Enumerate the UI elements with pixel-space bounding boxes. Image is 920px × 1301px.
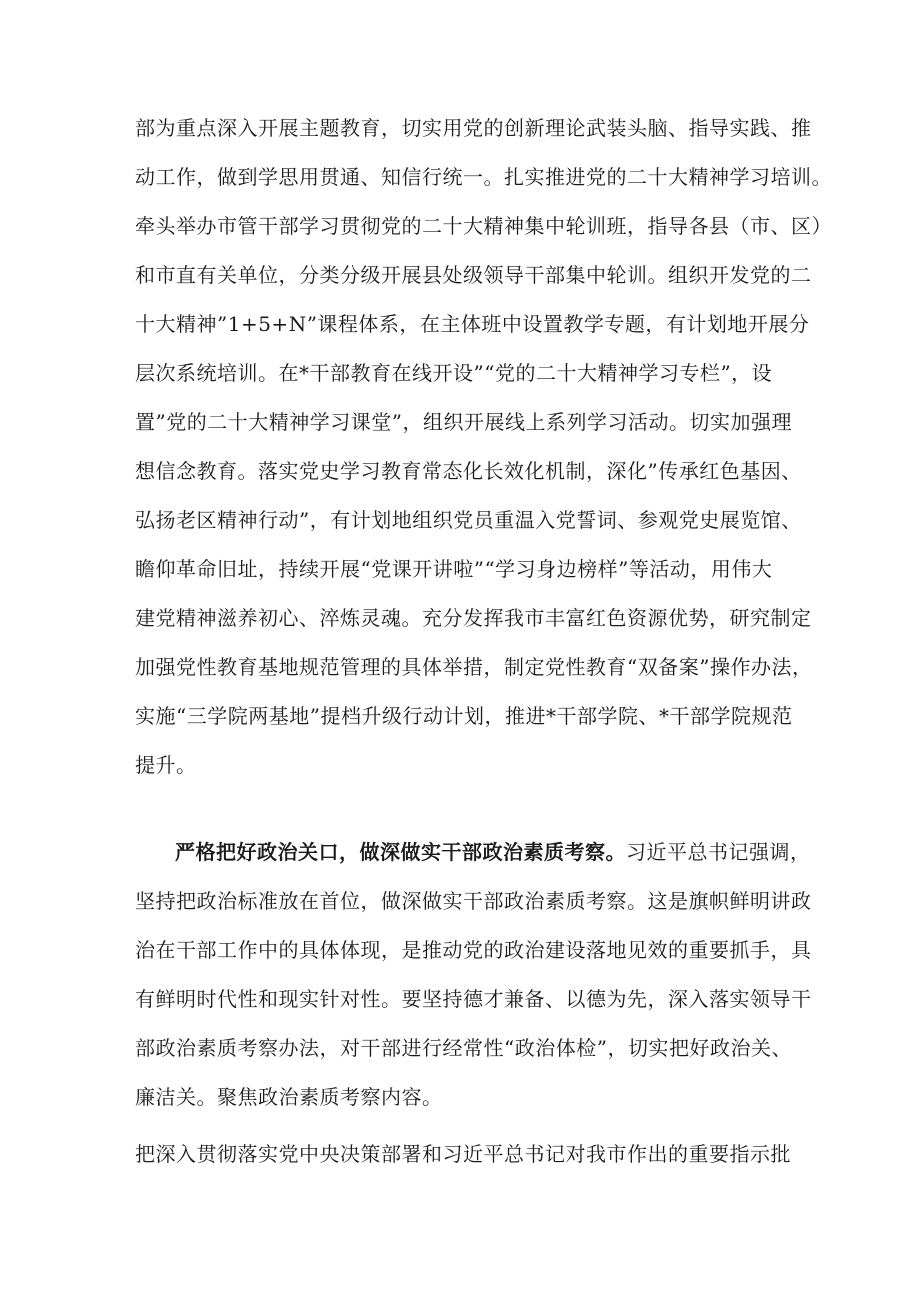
paragraph-2-line-6: 廉洁关。聚焦政治素质考察内容。 (135, 1085, 443, 1109)
paragraph-1-line-6: 层次系统培训。在*干部教育在线开设”“党的二十大精神学习专栏”，设 (135, 361, 773, 385)
paragraph-3-line-1: 把深入贯彻落实党中央决策部署和习近平总书记对我市作出的重要指示批 (135, 1142, 791, 1166)
paragraph-2-line-2: 坚持把政治标准放在首位，做深做实干部政治素质考察。这是旗帜鲜明讲政 (135, 889, 812, 913)
paragraph-2-heading: 严格把好政治关口，做深做实干部政治素质考察。 (175, 840, 626, 864)
paragraph-1-line-9: 弘扬老区精神行动”，有计划地组织党员重温入党誓词、参观党史展览馆、 (135, 508, 802, 532)
paragraph-2-line-3: 治在干部工作中的具体体现，是推动党的政治建设落地见效的重要抓手，具 (135, 938, 812, 962)
paragraph-2-first-line (175, 838, 811, 866)
paragraph-1-line-11: 建党精神滋养初心、淬炼灵魂。充分发挥我市丰富红色资源优势，研究制定 (135, 606, 812, 630)
paragraph-2-line-4: 有鲜明时代性和现实针对性。要坚持德才兼备、以德为先，深入落实领导干 (135, 987, 812, 1011)
paragraph-1-line-13: 实施“三学院两基地”提档升级行动计划，推进*干部学院、*干部学院规范 (135, 704, 793, 728)
paragraph-2-line-5: 部政治素质考察办法，对干部进行经常性“政治体检”，切实把好政治关、 (135, 1036, 792, 1060)
paragraph-1-line-8: 想信念教育。落实党史学习教育常态化长效化机制，深化”传承红色基因、 (135, 459, 802, 483)
paragraph-1-line-4: 和市直有关单位，分类分级开展县处级领导干部集中轮训。组织开发党的二 (135, 263, 812, 287)
paragraph-1-line-10: 瞻仰革命旧址，持续开展“党课开讲啦”“学习身边榜样”等活动，用伟大 (135, 557, 773, 581)
paragraph-1-line-12: 加强党性教育基地规范管理的具体举措，制定党性教育“双备案”操作办法， (135, 655, 813, 679)
paragraph-1-line-3: 牵头举办市管干部学习贯彻党的二十大精神集中轮训班，指导各县（市、区） (135, 214, 832, 238)
paragraph-2-first-line-rest: 习近平总书记强调， (626, 840, 811, 864)
paragraph-1-line-2: 动工作，做到学思用贯通、知信行统一。扎实推进党的二十大精神学习培训。 (135, 165, 832, 189)
paragraph-1-line-5: 十大精神”1+5+N”课程体系，在主体班中设置教学专题，有计划地开展分 (135, 312, 810, 336)
paragraph-1-line-1: 部为重点深入开展主题教育，切实用党的创新理论武装头脑、指导实践、推 (135, 116, 812, 140)
paragraph-1-line-14: 提升。 (135, 753, 197, 777)
paragraph-1-line-7: 置”党的二十大精神学习课堂”，组织开展线上系列学习活动。切实加强理 (135, 410, 792, 434)
